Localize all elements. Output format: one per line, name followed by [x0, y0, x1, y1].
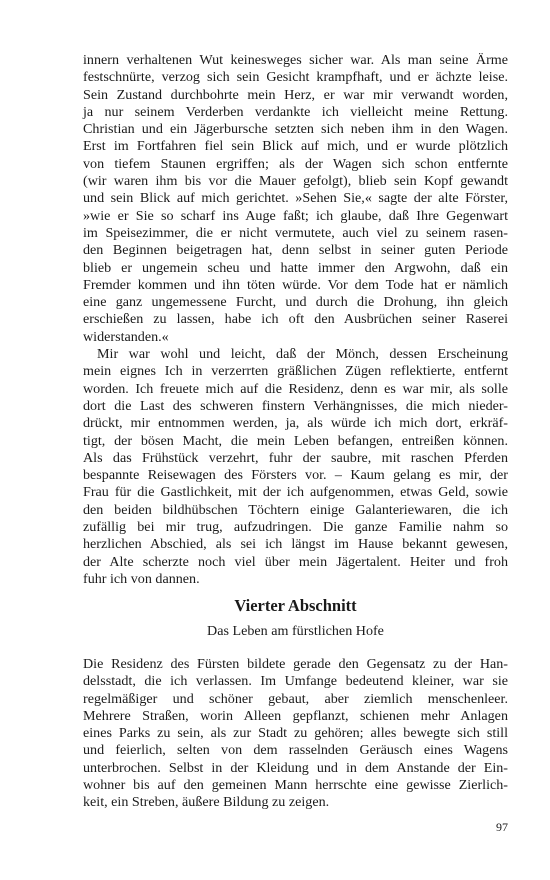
text-line: eines Parks zu sein, als zur Stadt zu gehören; alles bewegte sich still: [83, 725, 508, 742]
text-block-top: [83, 52, 508, 588]
text-line: im Speisezimmer, die er nicht vermutete, auch viel zu seinem rasen-: [83, 224, 508, 241]
text-line: unterbrochen. Selbst in der Kleidung und in dem Anstande der Ein-: [83, 759, 508, 776]
chapter-title: Vierter Abschnitt: [234, 596, 357, 615]
text-line: bespannte Reisewagen des Försters vor. – Kaum gelang es mir, der: [83, 467, 508, 484]
text-line: (wir waren ihm bis vor die Mauer gefolgt), blieb sein Kopf gewandt: [83, 173, 508, 190]
paragraph-3: [83, 656, 508, 812]
text-line: Als das Frühstück verzehrt, fuhr der saubre, mit raschen Pferden: [83, 449, 508, 466]
text-line: Frau für die Gastlichkeit, mit der ich aufgenommen, etwas Geld, sowie: [83, 484, 508, 501]
text-line: Mir war wohl und leicht, daß der Mönch, dessen Erscheinung: [97, 346, 508, 363]
text-block-bottom: [83, 656, 508, 812]
text-line: regelmäßiger und schöner gebaut, aber ziemlich menschenleer.: [83, 690, 508, 707]
page-number: 97: [496, 820, 508, 834]
text-line: innern verhaltenen Wut keinesweges sicher war. Als man seine Ärme: [83, 52, 508, 68]
text-line: zufällig bei mir trug, aufzudringen. Die ganze Familie nahm so: [83, 519, 508, 536]
text-line: herzlichen Abschied, als sei ich längst im Hause bekannt gewesen,: [83, 536, 508, 553]
text-line: dort die Last des schweren finstern Verhängnisses, die mich nieder-: [83, 397, 508, 414]
text-line: Fremder kommen und ihn töten würde. Vor dem Tode hat er nämlich: [83, 276, 508, 293]
text-line: erschießen zu lassen, habe ich oft den Ausbrüchen seiner Raserei: [83, 311, 508, 328]
text-line: delsstadt, die ich verlassen. Im Umfange bedeutend kleiner, war sie: [83, 673, 508, 690]
text-line: von tiefem Staunen ergriffen; als der Wagen sich schon entfernte: [83, 155, 508, 172]
text-line: blieb er ungemein scheu und hatte immer den Argwohn, daß ein: [83, 259, 508, 276]
text-line: Erst im Fortfahren fiel sein Blick auf mich, und er wurde plötzlich: [83, 138, 508, 155]
text-line: Mehrere Straßen, worin Alleen gepflanzt, schienen mehr Anlagen: [83, 707, 508, 724]
text-line: den beiden bildhübschen Töchtern einige Galanteriewaren, die ich: [83, 501, 508, 518]
text-line: wohner bis auf den gemeinen Mann herrschte eine gewisse Zierlich-: [83, 777, 508, 794]
paragraph-1: [83, 52, 508, 346]
text-line: Die Residenz des Fürsten bildete gerade den Gegensatz zu der Han-: [83, 656, 508, 672]
text-line: drückt, mir entnommen werden, ja, als würde ich mich dort, erkräf-: [83, 415, 508, 432]
text-line: mein eignes Ich in verzerrten gräßlichen Zügen reflektierte, entfernt: [83, 363, 508, 380]
text-line: keit, ein Streben, äußere Bildung zu zeigen.: [83, 794, 330, 811]
text-line: den Beginnen beigetragen hat, denn selbst in seiner guten Periode: [83, 242, 508, 259]
text-line: ja nur seinem Verderben verdankte ich vielleicht meine Rettung.: [83, 103, 508, 120]
text-line: worden. Ich freuete mich auf die Residenz, denn es war mir, als solle: [83, 380, 508, 397]
text-line: fuhr ich von dannen.: [83, 570, 200, 587]
text-line: tigt, der bösen Macht, die mein Leben befangen, entreißen können.: [83, 432, 508, 449]
text-line: der Alte scherzte noch viel über mein Jägertalent. Heiter und froh: [83, 553, 508, 570]
text-line: widerstanden.«: [83, 328, 169, 345]
text-line: Sein Zustand durchbohrte mein Herz, er war mir verwandt worden,: [83, 86, 508, 103]
text-line: Christian und ein Jägerbursche setzten sich neben ihm in den Wagen.: [83, 121, 508, 138]
text-line: und feierlich, selten von dem rasselnden Geräusch eines Wagens: [83, 742, 508, 759]
text-line: und sein Blick auf mich gerichtet. »Sehen Sie,« sagte der alte Förster,: [83, 190, 508, 207]
text-line: festschnürte, verzog sich sein Gesicht krampfhaft, und er ächzte leise.: [83, 69, 508, 86]
text-line: eine ganz ungemessene Furcht, und durch die Drohung, ihn gleich: [83, 294, 508, 311]
chapter-subtitle: Das Leben am fürstlichen Hofe: [207, 623, 384, 639]
text-line: »wie er Sie so scharf ins Auge faßt; ich glaube, daß Ihre Gegenwart: [83, 207, 508, 224]
paragraph-2: [83, 346, 508, 588]
